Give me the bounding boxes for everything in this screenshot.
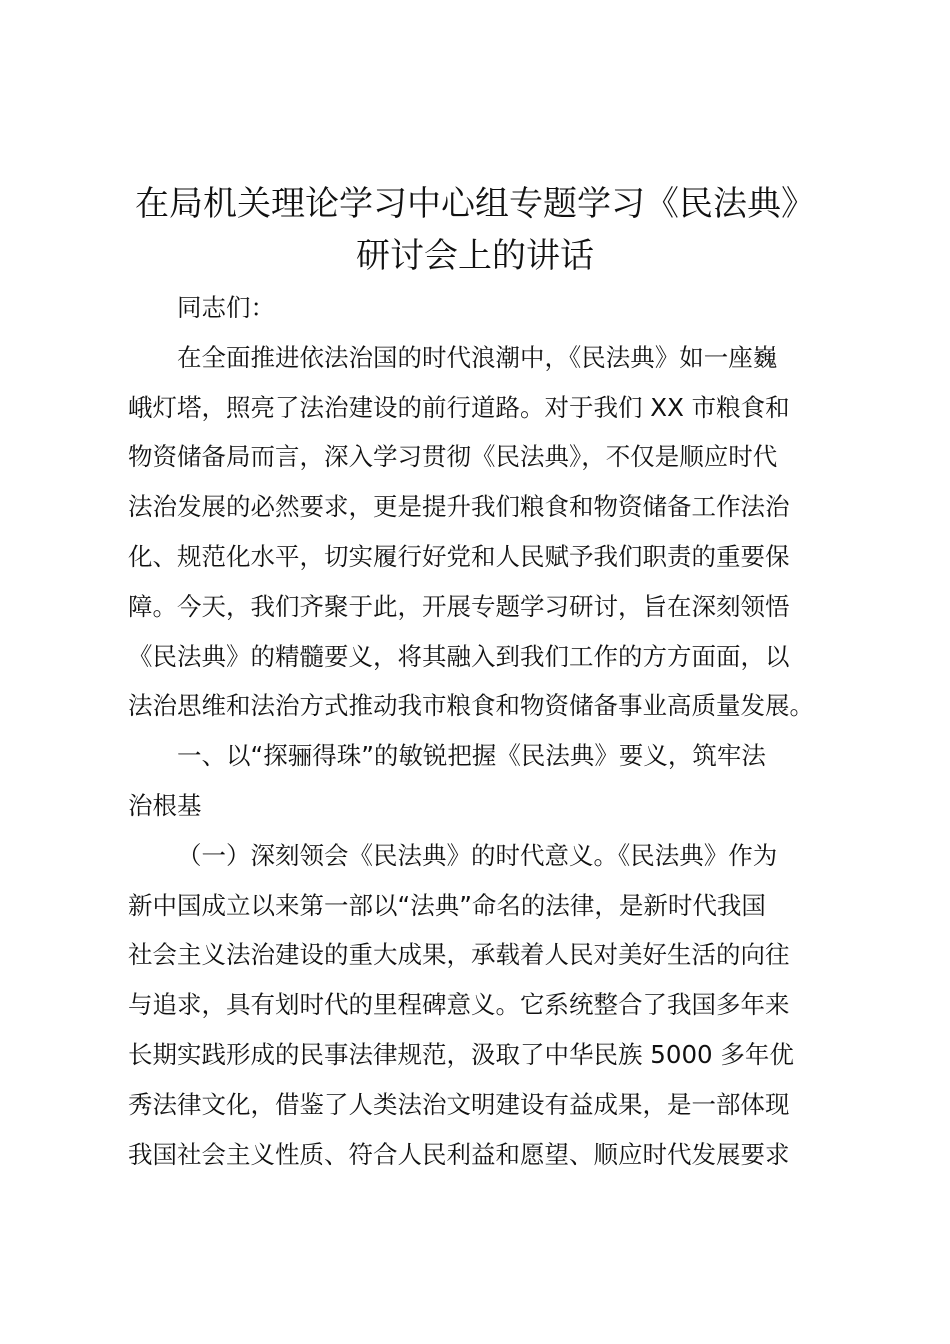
paragraph-line: 长期实践形成的民事法律规范，汲取了中华民族 5000 多年优 (128, 1039, 794, 1069)
paragraph-line: 法治思维和法治方式推动我市粮食和物资储备事业高质量发展。 (128, 691, 814, 721)
paragraph-line: 与追求，具有划时代的里程碑意义。它系统整合了我国多年来 (128, 990, 790, 1020)
paragraph-line: 《民法典》的精髓要义，将其融入到我们工作的方方面面，以 (128, 641, 790, 671)
document-body (128, 283, 836, 1179)
paragraph-line: 化、规范化水平，切实履行好党和人民赋予我们职责的重要保 (128, 541, 790, 571)
section-heading-line: 治根基 (128, 790, 202, 820)
paragraph-line: 在全面推进依法治国的时代浪潮中，《民法典》如一座巍 (177, 342, 778, 372)
paragraph-line: 法治发展的必然要求，更是提升我们粮食和物资储备工作法治 (128, 492, 790, 522)
paragraph-line: 新中国成立以来第一部以“法典”命名的法律，是新时代我国 (128, 890, 766, 920)
title-line-1: 在局机关理论学习中心组专题学习《民法典》 (135, 184, 815, 224)
paragraph-line: 社会主义法治建设的重大成果，承载着人民对美好生活的向往 (128, 940, 790, 970)
paragraph-line: （一）深刻领会《民法典》的时代意义。《民法典》作为 (177, 840, 778, 870)
title-line-2: 研讨会上的讲话 (356, 236, 594, 276)
paragraph-line: 峨灯塔，照亮了法治建设的前行道路。对于我们 XX 市粮食和 (128, 392, 790, 422)
paragraph-line: 秀法律文化，借鉴了人类法治文明建设有益成果，是一部体现 (128, 1089, 790, 1119)
document-title (60, 178, 890, 282)
salutation: 同志们： (177, 293, 275, 322)
section-heading-line: 一、以“探骊得珠”的敏锐把握《民法典》要义，筑牢法 (177, 741, 766, 771)
paragraph-line: 我国社会主义性质、符合人民利益和愿望、顺应时代发展要求 (128, 1139, 790, 1169)
paragraph-line: 障。今天，我们齐聚于此，开展专题学习研讨，旨在深刻领悟 (128, 591, 790, 621)
paragraph-line: 物资储备局而言，深入学习贯彻《民法典》，不仅是顺应时代 (128, 442, 778, 472)
